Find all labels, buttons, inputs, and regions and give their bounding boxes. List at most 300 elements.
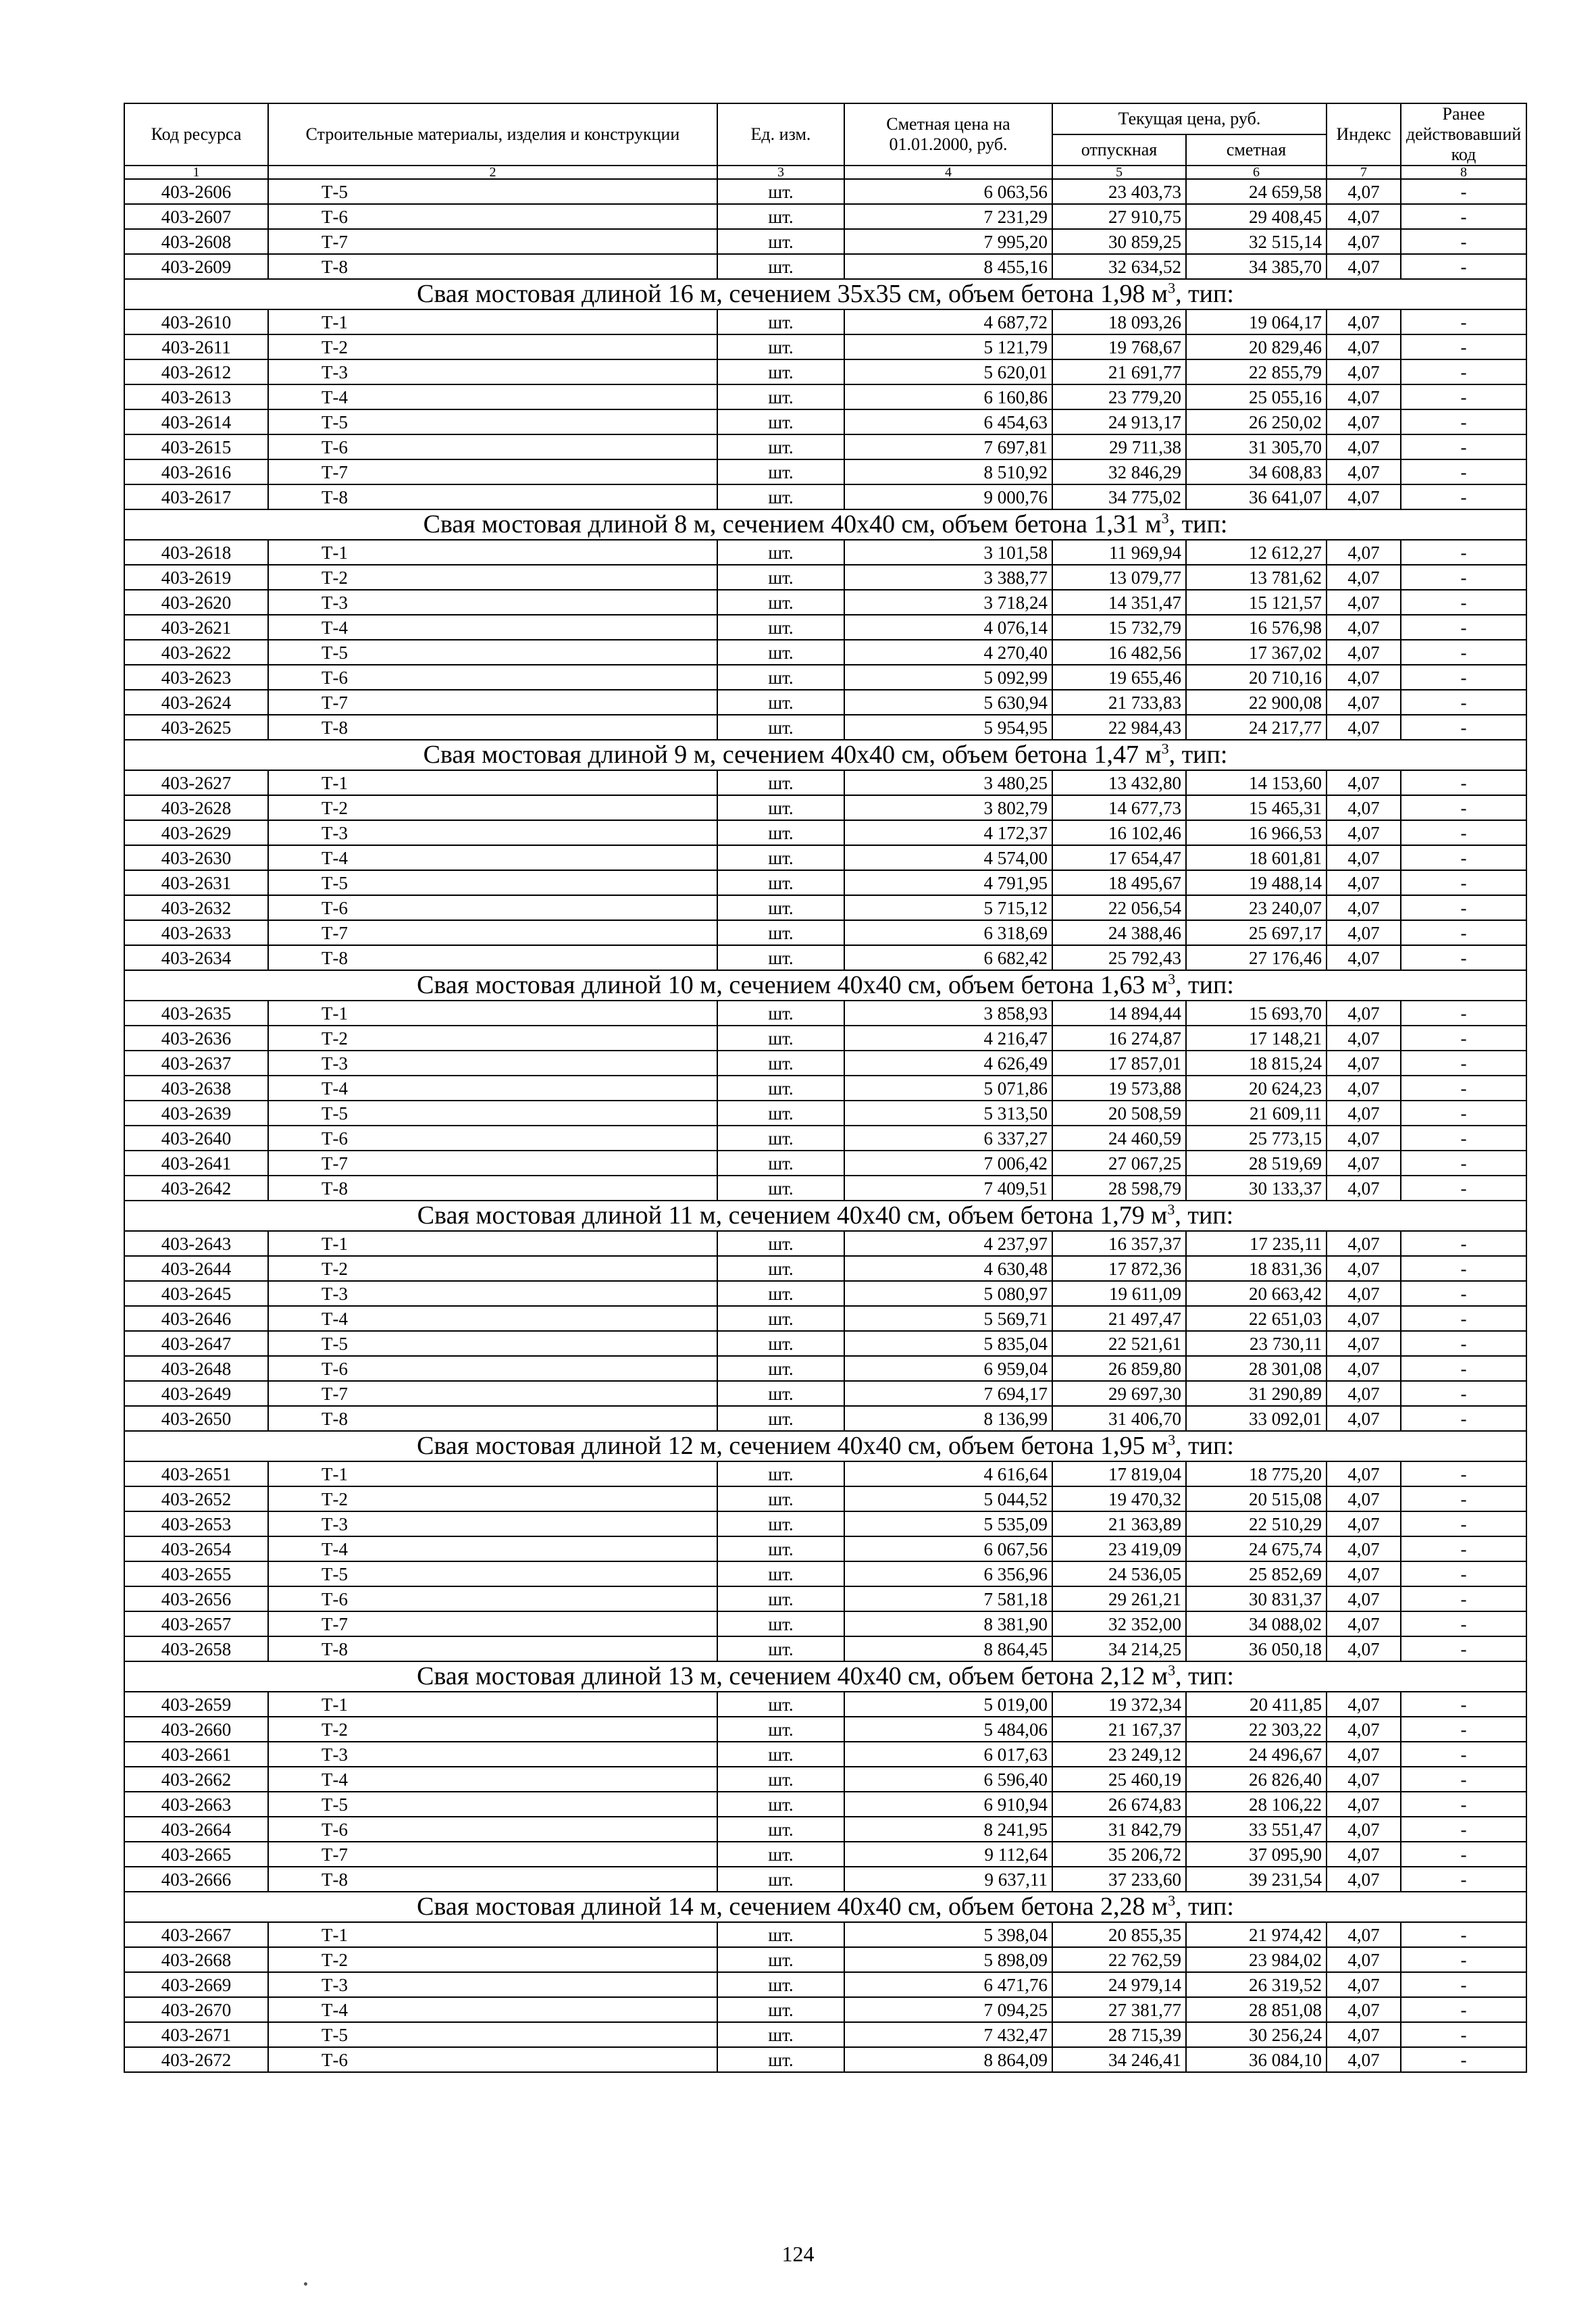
section-heading-row [124, 740, 1526, 770]
base-price: 6 067,56 [844, 1536, 1052, 1561]
material-type: Т-7 [268, 1151, 717, 1176]
base-price: 4 630,48 [844, 1256, 1052, 1281]
unit-of-measure: шт. [717, 945, 844, 970]
current-wholesale-price: 24 536,05 [1052, 1561, 1186, 1586]
resource-code: 403-2641 [124, 1151, 268, 1176]
material-type: Т-2 [268, 1256, 717, 1281]
table-row [124, 1922, 1526, 1947]
unit-of-measure: шт. [717, 459, 844, 484]
base-price: 4 616,64 [844, 1461, 1052, 1486]
unit-of-measure: шт. [717, 665, 844, 690]
material-type: Т-1 [268, 1922, 717, 1947]
unit-of-measure: шт. [717, 715, 844, 740]
current-estimate-price: 18 601,81 [1186, 845, 1327, 870]
material-type: Т-8 [268, 254, 717, 279]
price-index: 4,07 [1327, 665, 1401, 690]
current-estimate-price: 36 084,10 [1186, 2047, 1327, 2072]
table-row [124, 1817, 1526, 1842]
current-wholesale-price: 29 261,21 [1052, 1586, 1186, 1611]
previous-code: - [1401, 1101, 1526, 1126]
base-price: 7 006,42 [844, 1151, 1052, 1176]
current-estimate-price: 17 235,11 [1186, 1231, 1327, 1256]
resource-code: 403-2615 [124, 434, 268, 459]
previous-code: - [1401, 1126, 1526, 1151]
current-estimate-price: 34 385,70 [1186, 254, 1327, 279]
resource-code: 403-2670 [124, 1997, 268, 2022]
current-estimate-price: 22 900,08 [1186, 690, 1327, 715]
price-index: 4,07 [1327, 1026, 1401, 1051]
previous-code: - [1401, 845, 1526, 870]
resource-code: 403-2608 [124, 229, 268, 254]
section-heading-superscript: 3 [1161, 740, 1169, 757]
unit-of-measure: шт. [717, 1051, 844, 1076]
material-type: Т-7 [268, 459, 717, 484]
previous-code: - [1401, 945, 1526, 970]
unit-of-measure: шт. [717, 2022, 844, 2047]
header-previous-code: Ранее действовавший код [1401, 103, 1526, 166]
unit-of-measure: шт. [717, 1997, 844, 2022]
table-row [124, 640, 1526, 665]
base-price: 6 682,42 [844, 945, 1052, 970]
current-wholesale-price: 20 855,35 [1052, 1922, 1186, 1947]
previous-code: - [1401, 715, 1526, 740]
unit-of-measure: шт. [717, 795, 844, 820]
section-heading-superscript: 3 [1168, 970, 1176, 988]
base-price: 6 017,63 [844, 1742, 1052, 1767]
resource-code: 403-2662 [124, 1767, 268, 1792]
current-wholesale-price: 22 056,54 [1052, 895, 1186, 920]
price-index: 4,07 [1327, 820, 1401, 845]
current-estimate-price: 22 510,29 [1186, 1511, 1327, 1536]
current-estimate-price: 31 290,89 [1186, 1381, 1327, 1406]
resource-code: 403-2655 [124, 1561, 268, 1586]
resource-code: 403-2620 [124, 590, 268, 615]
material-type: Т-8 [268, 1176, 717, 1201]
table-row [124, 770, 1526, 795]
base-price: 7 432,47 [844, 2022, 1052, 2047]
price-index: 4,07 [1327, 540, 1401, 565]
current-wholesale-price: 24 388,46 [1052, 920, 1186, 945]
table-row [124, 409, 1526, 434]
table-row [124, 2022, 1526, 2047]
current-wholesale-price: 37 233,60 [1052, 1867, 1186, 1892]
table-row [124, 540, 1526, 565]
unit-of-measure: шт. [717, 204, 844, 229]
base-price: 8 455,16 [844, 254, 1052, 279]
material-type: Т-7 [268, 1381, 717, 1406]
price-index: 4,07 [1327, 1792, 1401, 1817]
unit-of-measure: шт. [717, 1486, 844, 1511]
resource-code: 403-2622 [124, 640, 268, 665]
material-type: Т-1 [268, 770, 717, 795]
base-price: 4 237,97 [844, 1231, 1052, 1256]
price-index: 4,07 [1327, 1947, 1401, 1972]
base-price: 5 044,52 [844, 1486, 1052, 1511]
current-wholesale-price: 22 984,43 [1052, 715, 1186, 740]
unit-of-measure: шт. [717, 640, 844, 665]
unit-of-measure: шт. [717, 309, 844, 334]
material-type: Т-5 [268, 1101, 717, 1126]
previous-code: - [1401, 1742, 1526, 1767]
price-index: 4,07 [1327, 1692, 1401, 1717]
previous-code: - [1401, 1842, 1526, 1867]
current-estimate-price: 34 088,02 [1186, 1611, 1327, 1636]
resource-code: 403-2613 [124, 384, 268, 409]
price-index: 4,07 [1327, 434, 1401, 459]
table-row [124, 1406, 1526, 1431]
current-estimate-price: 20 411,85 [1186, 1692, 1327, 1717]
material-type: Т-5 [268, 870, 717, 895]
unit-of-measure: шт. [717, 1281, 844, 1306]
material-type: Т-8 [268, 715, 717, 740]
current-estimate-price: 31 305,70 [1186, 434, 1327, 459]
resource-code: 403-2665 [124, 1842, 268, 1867]
section-heading [124, 1201, 1526, 1231]
resource-code: 403-2623 [124, 665, 268, 690]
material-type: Т-2 [268, 1947, 717, 1972]
base-price: 4 172,37 [844, 820, 1052, 845]
resource-code: 403-2625 [124, 715, 268, 740]
resource-code: 403-2642 [124, 1176, 268, 1201]
current-wholesale-price: 19 372,34 [1052, 1692, 1186, 1717]
table-row [124, 459, 1526, 484]
base-price: 8 510,92 [844, 459, 1052, 484]
unit-of-measure: шт. [717, 1742, 844, 1767]
resource-code: 403-2643 [124, 1231, 268, 1256]
current-wholesale-price: 14 351,47 [1052, 590, 1186, 615]
previous-code: - [1401, 309, 1526, 334]
base-price: 6 337,27 [844, 1126, 1052, 1151]
current-estimate-price: 18 815,24 [1186, 1051, 1327, 1076]
table-row [124, 1972, 1526, 1997]
table-row [124, 795, 1526, 820]
section-heading-row [124, 970, 1526, 1001]
table-row [124, 945, 1526, 970]
table-row [124, 715, 1526, 740]
unit-of-measure: шт. [717, 359, 844, 384]
table-row [124, 1792, 1526, 1817]
previous-code: - [1401, 1922, 1526, 1947]
unit-of-measure: шт. [717, 179, 844, 204]
table-row [124, 1231, 1526, 1256]
table-row [124, 309, 1526, 334]
material-type: Т-4 [268, 1076, 717, 1101]
section-heading [124, 1661, 1526, 1692]
previous-code: - [1401, 384, 1526, 409]
table-row [124, 870, 1526, 895]
resource-code: 403-2618 [124, 540, 268, 565]
current-estimate-price: 33 092,01 [1186, 1406, 1327, 1431]
current-wholesale-price: 16 102,46 [1052, 820, 1186, 845]
unit-of-measure: шт. [717, 1767, 844, 1792]
base-price: 4 574,00 [844, 845, 1052, 870]
section-heading-superscript: 3 [1168, 279, 1176, 297]
previous-code: - [1401, 1692, 1526, 1717]
resource-code: 403-2624 [124, 690, 268, 715]
column-number: 1 [124, 166, 268, 179]
previous-code: - [1401, 459, 1526, 484]
section-heading-row [124, 1431, 1526, 1461]
resource-code: 403-2644 [124, 1256, 268, 1281]
unit-of-measure: шт. [717, 1586, 844, 1611]
table-row [124, 179, 1526, 204]
material-type: Т-2 [268, 334, 717, 359]
table-row [124, 1126, 1526, 1151]
section-heading [124, 740, 1526, 770]
price-index: 4,07 [1327, 1151, 1401, 1176]
price-index: 4,07 [1327, 1742, 1401, 1767]
material-type: Т-5 [268, 1331, 717, 1356]
price-index: 4,07 [1327, 1561, 1401, 1586]
price-index: 4,07 [1327, 1611, 1401, 1636]
material-type: Т-7 [268, 1611, 717, 1636]
previous-code: - [1401, 540, 1526, 565]
base-price: 5 080,97 [844, 1281, 1052, 1306]
previous-code: - [1401, 920, 1526, 945]
unit-of-measure: шт. [717, 870, 844, 895]
price-index: 4,07 [1327, 1051, 1401, 1076]
current-wholesale-price: 26 674,83 [1052, 1792, 1186, 1817]
table-row [124, 1076, 1526, 1101]
price-index: 4,07 [1327, 1231, 1401, 1256]
material-type: Т-4 [268, 1997, 717, 2022]
current-estimate-price: 18 775,20 [1186, 1461, 1327, 1486]
current-estimate-price: 16 966,53 [1186, 820, 1327, 845]
unit-of-measure: шт. [717, 2047, 844, 2072]
previous-code: - [1401, 1381, 1526, 1406]
price-index: 4,07 [1327, 1176, 1401, 1201]
column-number: 2 [268, 166, 717, 179]
section-heading-text: Свая мостовая длиной 14 м, сечением 40х40 см, объем бетона 2,28 м [417, 1892, 1168, 1921]
material-type: Т-1 [268, 1692, 717, 1717]
base-price: 7 694,17 [844, 1381, 1052, 1406]
price-index: 4,07 [1327, 359, 1401, 384]
current-wholesale-price: 20 508,59 [1052, 1101, 1186, 1126]
current-estimate-price: 20 710,16 [1186, 665, 1327, 690]
current-wholesale-price: 29 711,38 [1052, 434, 1186, 459]
material-type: Т-2 [268, 795, 717, 820]
base-price: 5 535,09 [844, 1511, 1052, 1536]
material-type: Т-4 [268, 1536, 717, 1561]
current-estimate-price: 32 515,14 [1186, 229, 1327, 254]
table-row [124, 1026, 1526, 1051]
previous-code: - [1401, 615, 1526, 640]
current-wholesale-price: 34 775,02 [1052, 484, 1186, 509]
base-price: 7 231,29 [844, 204, 1052, 229]
resource-code: 403-2661 [124, 1742, 268, 1767]
current-wholesale-price: 19 573,88 [1052, 1076, 1186, 1101]
current-wholesale-price: 24 913,17 [1052, 409, 1186, 434]
table-row [124, 1536, 1526, 1561]
unit-of-measure: шт. [717, 1922, 844, 1947]
current-wholesale-price: 19 611,09 [1052, 1281, 1186, 1306]
material-type: Т-4 [268, 1306, 717, 1331]
table-row [124, 1636, 1526, 1661]
section-heading [124, 1892, 1526, 1922]
table-row [124, 484, 1526, 509]
current-wholesale-price: 16 274,87 [1052, 1026, 1186, 1051]
previous-code: - [1401, 1026, 1526, 1051]
table-row [124, 1486, 1526, 1511]
price-list-page [124, 103, 1526, 2073]
resource-code: 403-2612 [124, 359, 268, 384]
unit-of-measure: шт. [717, 1176, 844, 1201]
section-heading-superscript: 3 [1161, 509, 1169, 527]
price-index: 4,07 [1327, 1511, 1401, 1536]
current-wholesale-price: 22 762,59 [1052, 1947, 1186, 1972]
unit-of-measure: шт. [717, 1947, 844, 1972]
previous-code: - [1401, 1231, 1526, 1256]
unit-of-measure: шт. [717, 1561, 844, 1586]
section-heading-suffix: , тип: [1168, 510, 1228, 538]
resource-code: 403-2668 [124, 1947, 268, 1972]
current-wholesale-price: 22 521,61 [1052, 1331, 1186, 1356]
material-type: Т-1 [268, 1001, 717, 1026]
resource-code: 403-2659 [124, 1692, 268, 1717]
section-heading-superscript: 3 [1168, 1431, 1176, 1449]
unit-of-measure: шт. [717, 334, 844, 359]
material-type: Т-2 [268, 1717, 717, 1742]
price-index: 4,07 [1327, 1586, 1401, 1611]
section-heading-row [124, 279, 1526, 309]
material-type: Т-5 [268, 2022, 717, 2047]
previous-code: - [1401, 1331, 1526, 1356]
current-estimate-price: 16 576,98 [1186, 615, 1327, 640]
material-type: Т-2 [268, 1026, 717, 1051]
current-wholesale-price: 25 792,43 [1052, 945, 1186, 970]
unit-of-measure: шт. [717, 1867, 844, 1892]
base-price: 4 791,95 [844, 870, 1052, 895]
base-price: 6 318,69 [844, 920, 1052, 945]
current-estimate-price: 18 831,36 [1186, 1256, 1327, 1281]
current-wholesale-price: 27 381,77 [1052, 1997, 1186, 2022]
unit-of-measure: шт. [717, 1461, 844, 1486]
table-row [124, 1767, 1526, 1792]
material-type: Т-5 [268, 1561, 717, 1586]
previous-code: - [1401, 870, 1526, 895]
previous-code: - [1401, 1256, 1526, 1281]
base-price: 3 480,25 [844, 770, 1052, 795]
base-price: 4 687,72 [844, 309, 1052, 334]
previous-code: - [1401, 1511, 1526, 1536]
current-estimate-price: 36 050,18 [1186, 1636, 1327, 1661]
table-row [124, 820, 1526, 845]
material-type: Т-8 [268, 945, 717, 970]
base-price: 5 484,06 [844, 1717, 1052, 1742]
current-wholesale-price: 19 470,32 [1052, 1486, 1186, 1511]
table-row [124, 1867, 1526, 1892]
unit-of-measure: шт. [717, 690, 844, 715]
table-row [124, 845, 1526, 870]
previous-code: - [1401, 229, 1526, 254]
current-wholesale-price: 18 495,67 [1052, 870, 1186, 895]
column-number: 8 [1401, 166, 1526, 179]
base-price: 3 718,24 [844, 590, 1052, 615]
resource-code: 403-2636 [124, 1026, 268, 1051]
unit-of-measure: шт. [717, 384, 844, 409]
current-estimate-price: 28 851,08 [1186, 1997, 1327, 2022]
resource-code: 403-2651 [124, 1461, 268, 1486]
previous-code: - [1401, 2047, 1526, 2072]
table-row [124, 1717, 1526, 1742]
resource-code: 403-2640 [124, 1126, 268, 1151]
unit-of-measure: шт. [717, 920, 844, 945]
table-row [124, 565, 1526, 590]
base-price: 6 596,40 [844, 1767, 1052, 1792]
material-type: Т-3 [268, 1972, 717, 1997]
price-index: 4,07 [1327, 1126, 1401, 1151]
section-heading-text: Свая мостовая длиной 11 м, сечением 40х40 см, объем бетона 1,79 м [417, 1201, 1168, 1230]
resource-code: 403-2610 [124, 309, 268, 334]
base-price: 6 454,63 [844, 409, 1052, 434]
current-estimate-price: 26 250,02 [1186, 409, 1327, 434]
base-price: 8 241,95 [844, 1817, 1052, 1842]
column-number: 7 [1327, 166, 1401, 179]
current-estimate-price: 27 176,46 [1186, 945, 1327, 970]
unit-of-measure: шт. [717, 1381, 844, 1406]
price-index: 4,07 [1327, 1001, 1401, 1026]
previous-code: - [1401, 1536, 1526, 1561]
material-type: Т-6 [268, 1586, 717, 1611]
current-estimate-price: 25 055,16 [1186, 384, 1327, 409]
material-type: Т-2 [268, 1486, 717, 1511]
section-heading-superscript: 3 [1167, 1201, 1175, 1218]
table-row [124, 254, 1526, 279]
section-heading-text: Свая мостовая длиной 13 м, сечением 40х40 см, объем бетона 2,12 м [417, 1662, 1168, 1690]
current-estimate-price: 25 697,17 [1186, 920, 1327, 945]
current-estimate-price: 36 641,07 [1186, 484, 1327, 509]
price-index: 4,07 [1327, 254, 1401, 279]
material-type: Т-1 [268, 1231, 717, 1256]
base-price: 5 954,95 [844, 715, 1052, 740]
unit-of-measure: шт. [717, 434, 844, 459]
current-wholesale-price: 24 460,59 [1052, 1126, 1186, 1151]
column-number: 3 [717, 166, 844, 179]
base-price: 5 630,94 [844, 690, 1052, 715]
table-row [124, 2047, 1526, 2072]
base-price: 8 381,90 [844, 1611, 1052, 1636]
table-row [124, 1356, 1526, 1381]
previous-code: - [1401, 1076, 1526, 1101]
current-estimate-price: 25 852,69 [1186, 1561, 1327, 1586]
base-price: 6 356,96 [844, 1561, 1052, 1586]
section-heading-suffix: , тип: [1168, 740, 1228, 769]
previous-code: - [1401, 1461, 1526, 1486]
price-index: 4,07 [1327, 1331, 1401, 1356]
previous-code: - [1401, 1611, 1526, 1636]
unit-of-measure: шт. [717, 1972, 844, 1997]
page-number: 124 [781, 2242, 815, 2266]
unit-of-measure: шт. [717, 1306, 844, 1331]
previous-code: - [1401, 1406, 1526, 1431]
current-estimate-price: 20 663,42 [1186, 1281, 1327, 1306]
base-price: 5 898,09 [844, 1947, 1052, 1972]
resource-code: 403-2658 [124, 1636, 268, 1661]
resource-code: 403-2637 [124, 1051, 268, 1076]
resource-code: 403-2660 [124, 1717, 268, 1742]
base-price: 5 620,01 [844, 359, 1052, 384]
base-price: 5 121,79 [844, 334, 1052, 359]
resource-code: 403-2652 [124, 1486, 268, 1511]
resource-code: 403-2666 [124, 1867, 268, 1892]
material-type: Т-6 [268, 1356, 717, 1381]
price-index: 4,07 [1327, 1281, 1401, 1306]
current-wholesale-price: 24 979,14 [1052, 1972, 1186, 1997]
resource-code: 403-2617 [124, 484, 268, 509]
table-row [124, 1331, 1526, 1356]
current-wholesale-price: 23 419,09 [1052, 1536, 1186, 1561]
price-index: 4,07 [1327, 1767, 1401, 1792]
